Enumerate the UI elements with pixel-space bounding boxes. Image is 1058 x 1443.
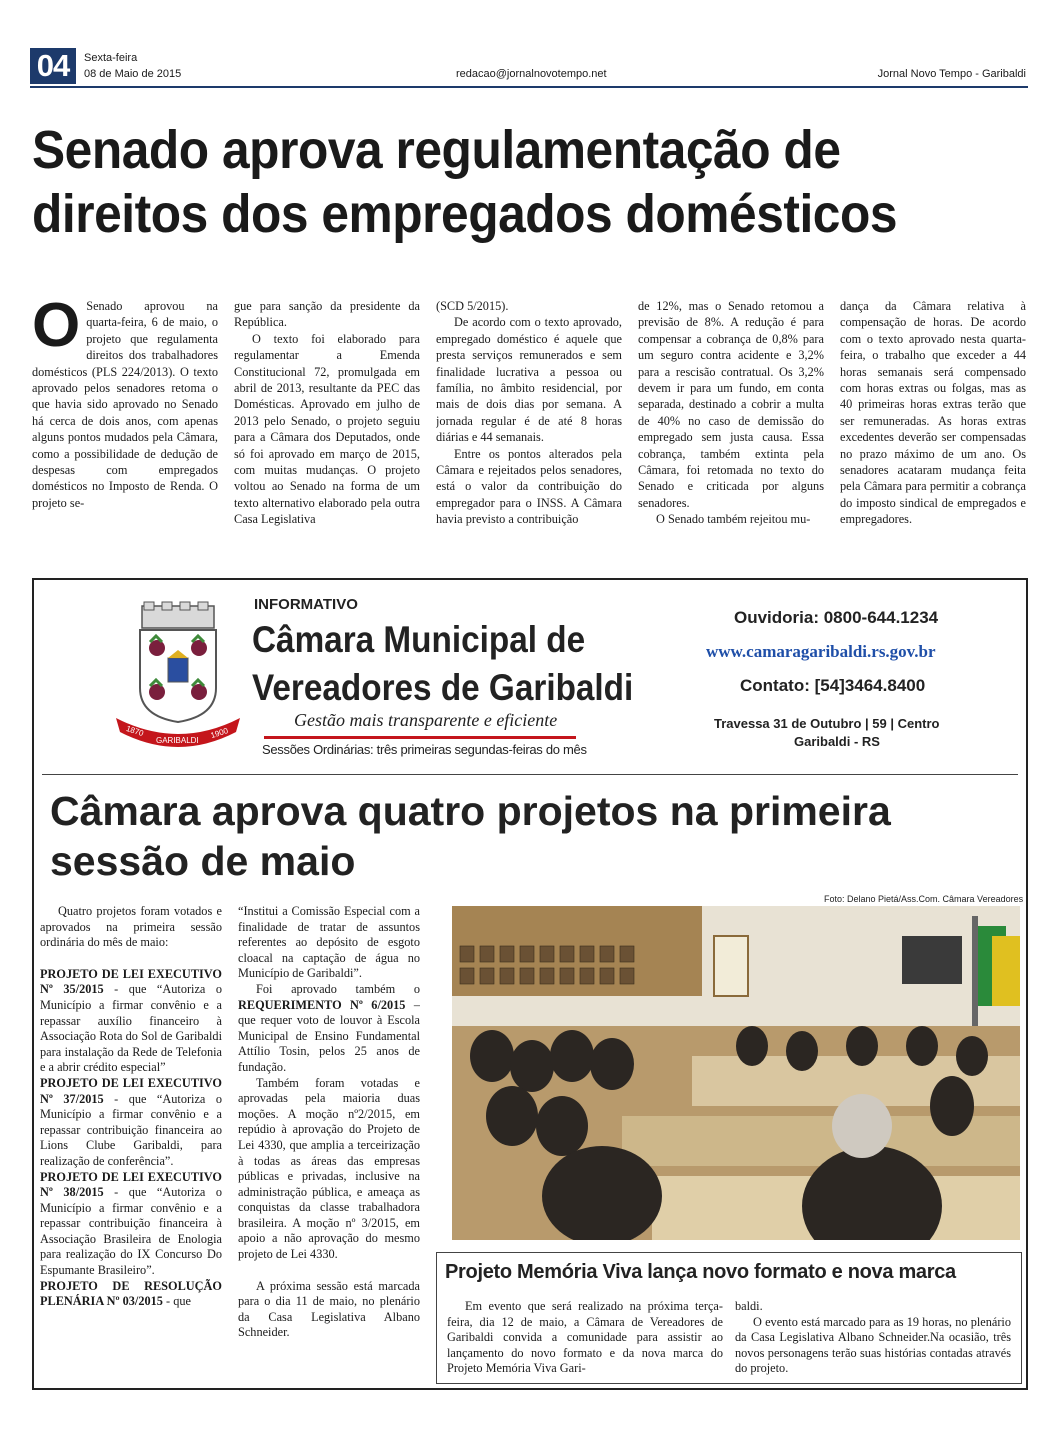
main-headline: Senado aprova regulamentação de direitos dos empregados domésticos xyxy=(32,120,898,244)
article-column-2 xyxy=(234,298,420,546)
memoria-title: Projeto Memória Viva lança novo formato e nova marca xyxy=(445,1261,956,1283)
camara-intro: Quatro projetos foram votados e aprovados na primeira sessão ordinária do mês de maio: xyxy=(40,904,222,950)
article-column-5 xyxy=(840,298,1026,546)
project-description: - que xyxy=(162,1294,191,1309)
header-newspaper-name: Jornal Novo Tempo - Garibaldi xyxy=(877,68,1026,80)
project-title: PROJETO DE LEI EXECUTIVO Nº 37/2015 xyxy=(40,1075,222,1106)
session-photo xyxy=(452,906,1020,1240)
text-run: – que requer voto de louvor à Escola Municipal de Ensino Fundamental Attílio Tosin, pelos 25 anos de fundação. xyxy=(238,997,420,1074)
article-paragraph: De acordo com o texto aprovado, empregado doméstico é aquele que presta serviços remunerados e sem finalidade lucrativa a pessoa ou família, no âmbito residencial, por mais de dois dias por semana. A jornada regular é de até 8 horas diárias e 44 semanais. xyxy=(436,315,622,445)
project-title: PROJETO DE RESOLUÇÃO PLENÁRIA Nº 03/2015 xyxy=(40,1278,222,1309)
project-item-pl35 xyxy=(40,967,222,1076)
informativo-title xyxy=(252,616,633,712)
page-number: 04 xyxy=(30,48,76,84)
header-date: 08 de Maio de 2015 xyxy=(84,68,182,80)
project-title: PROJETO DE LEI EXECUTIVO Nº 35/2015 xyxy=(40,966,222,997)
article-paragraph: O Senado também rejeitou mu- xyxy=(656,512,811,527)
article-column-4 xyxy=(638,298,824,546)
municipal-crest-logo xyxy=(110,600,246,748)
informativo-title-line1: Câmara Municipal de xyxy=(252,619,586,660)
project-item-pl37 xyxy=(40,1076,222,1170)
article-paragraph: Em evento que será realizado na próxima terça-feira, dia 12 de maio, a Câmara de Vereadores de Garibaldi convida a comunidade para assistir ao lançamento do novo formato e da nova marca do Projeto Memória Viva Gari- xyxy=(447,1299,723,1376)
contact-phone: Contato: [54]3464.8400 xyxy=(740,676,926,695)
article-paragraph: gue para sanção da presidente da República. xyxy=(234,299,420,330)
article-paragraph: O texto foi elaborado para regulamentar a Emenda Constitucional 72, promulgada em abril de 2013, resultante da PEC das Domésticas. Aprovado em julho de 2013 pelo Senado, o projeto seguiu para a Câmara dos Deputados, onde só foi aprovado em março de 2015, com muitas mudanças. O projeto voltou ao Senado na forma de um texto alternativo elaborado pela outra Casa Legislativa xyxy=(234,331,420,527)
address-line1: Travessa 31 de Outubro | 59 | Centro xyxy=(714,716,940,731)
informativo-title-line2: Vereadores de Garibaldi xyxy=(252,667,634,708)
article-paragraph: O evento está marcado para as 19 horas, no plenário da Casa Legislativa Albano Schneider.Na ocasião, três novos personagens terão suas histórias contadas através do projeto. xyxy=(735,1314,1011,1376)
camara-column-1 xyxy=(40,904,222,1384)
slogan-underline xyxy=(264,736,576,739)
page-header xyxy=(30,48,1028,88)
article-paragraph: “Institui a Comissão Especial com a finalidade de tratar de assuntos referentes ao depósito de esgoto cloacal na captação de água no Município de Garibaldi”. xyxy=(238,904,420,981)
camara-column-2 xyxy=(238,904,420,1384)
photo-credit: Foto: Delano Pietá/Ass.Com. Câmara Vereadores xyxy=(824,894,1024,904)
memoria-column-1 xyxy=(447,1299,723,1377)
article-paragraph xyxy=(238,982,420,1076)
ouvidoria-phone: Ouvidoria: 0800-644.1234 xyxy=(734,608,939,627)
project-item-pr03 xyxy=(40,1279,222,1310)
crest-name: GARIBALDI xyxy=(156,736,199,745)
requirement-title: REQUERIMENTO Nº 6/2015 xyxy=(238,997,406,1012)
article-paragraph: A próxima sessão está marcada para o dia 11 de maio, no plenário da Casa Legislativa Albano Schneider. xyxy=(238,1278,420,1340)
crest-year-left: 1870 xyxy=(124,724,145,739)
project-description: - que “Autoriza o Município a firmar convênio e a repassar contribuição financeira ao Lions Clube Garibaldi, para realização de conferência”. xyxy=(40,1091,222,1168)
project-description: - que “Autoriza o Município a firmar convênio e a repassar auxílio financeiro à Associação Rota do Sol de Garibaldi para instalação da Rede de Telefonia e a abrir crédito especial” xyxy=(40,982,222,1075)
crest-year-right: 1900 xyxy=(209,726,230,741)
header-email[interactable]: redacao@jornalnovotempo.net xyxy=(456,68,607,80)
article-paragraph: (SCD 5/2015). xyxy=(436,299,509,313)
header-rule xyxy=(30,86,1028,88)
divider xyxy=(42,774,1018,775)
article-paragraph: dança da Câmara relativa à compensação de horas. De acordo com o texto aprovado nesta quarta-feira, o trabalho que exceder a 44 horas semanais será compensado com horas extras ou folgas, mas as 40 primeiras horas extras terão que ser remuneradas. As horas extras excedentes deverão ser compensadas no prazo máximo de um ano. Os senadores acataram mudança feita pela Câmara para permitir a cobrança do imposto sindical de empregados e empregadores. xyxy=(840,299,1026,527)
informativo-slogan: Gestão mais transparente e eficiente xyxy=(294,710,558,730)
project-title: PROJETO DE LEI EXECUTIVO Nº 38/2015 xyxy=(40,1169,222,1200)
memoria-column-2 xyxy=(735,1299,1011,1377)
article-paragraph: Senado aprovou na quarta-feira, 6 de maio, o projeto que regulamenta direitos dos trabalhadores domésticos (PLS 224/2013). O texto aprovado pelos senadores retoma o que havia sido aprovado no Senado há cerca de dois anos, com apenas alguns pontos mudados pela Câmara, como a possibilidade de dedução de despesas com empregados domésticos no Imposto de Renda. O projeto se- xyxy=(32,299,218,510)
article-paragraph: baldi. xyxy=(735,1299,763,1313)
camara-headline: Câmara aprova quatro projetos na primeira sessão de maio xyxy=(50,788,891,884)
article-paragraph: Também foram votadas e aprovadas pela maioria duas moções. A moção nº2/2015, em repúdio à aprovação do Projeto de Lei 4330, que amplia a terceirização à todas as áreas das empresas públicas e privadas, inclusive na administração pública, e ameaça as conquistas da classe trabalhadora brasileira. A moção nº 3/2015, em apoio a não aprovação do mesmo projeto de Lei 4330. xyxy=(238,1075,420,1262)
informativo-sessions: Sessões Ordinárias: três primeiras segundas-feiras do mês xyxy=(262,742,587,757)
informativo-label: INFORMATIVO xyxy=(254,596,358,613)
main-article-body xyxy=(32,298,1028,546)
drop-cap: O xyxy=(32,298,81,360)
memoria-viva-box xyxy=(436,1252,1022,1384)
project-item-pl38 xyxy=(40,1170,222,1279)
text-run: Foi aprovado também o xyxy=(256,981,420,996)
article-paragraph: Entre os pontos alterados pela Câmara e rejeitados pelos senadores, está o valor da contribuição do empregador para o INSS. A Câmara havia previsto a contribuição xyxy=(436,446,622,527)
project-description: - que “Autoriza o Município a firmar convênio e a repassar contribuição financeira à Associação Brasileira de Enologia para realização do IX Concurso Do Espumante Brasileiro”. xyxy=(40,1185,222,1278)
address-line2: Garibaldi - RS xyxy=(794,734,880,749)
article-column-1 xyxy=(32,298,218,546)
article-paragraph: de 12%, mas o Senado retomou a previsão de 8%. A redução é para compensar a cobrança de 0,8% para um seguro contra acidente e 3,2% para a rescisão contratual. Os 3,2% devem ir para um fundo, em conta separada, destinado a cobrir a multa de 40% no caso de demissão do empregado sem justa causa. Essa cobrança, também extinta pela Câmara, foi retomada no texto do Senado e criticada por alguns senadores. xyxy=(638,299,824,510)
informativo-box xyxy=(32,578,1028,1390)
header-day: Sexta-feira xyxy=(84,52,138,64)
article-column-3 xyxy=(436,298,622,546)
website-link[interactable]: www.camaragaribaldi.rs.gov.br xyxy=(706,642,936,661)
